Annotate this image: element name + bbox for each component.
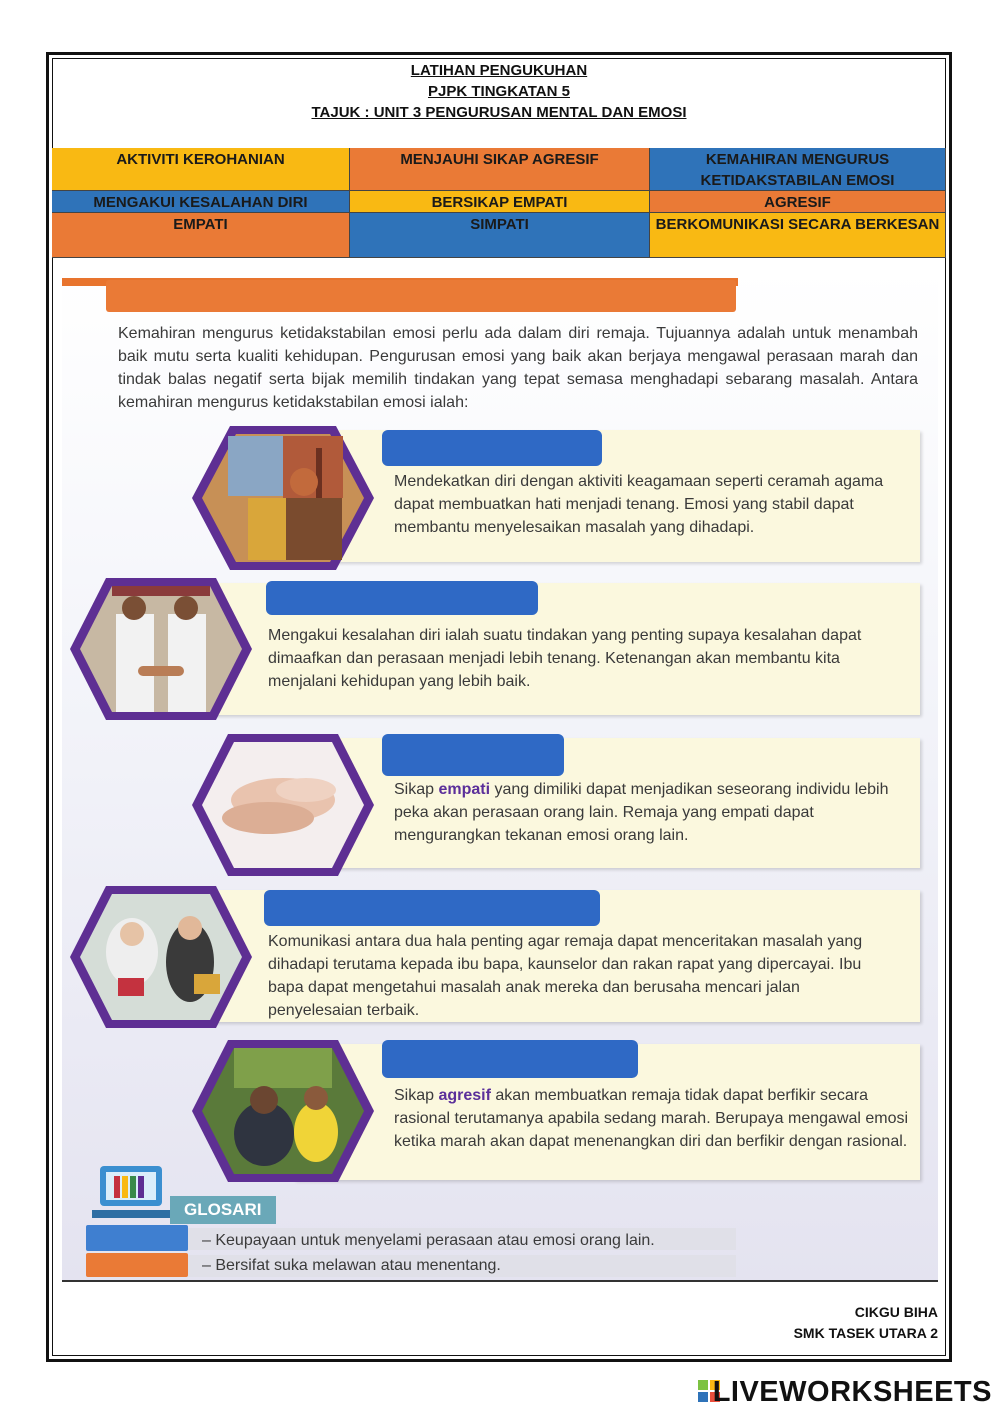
title-answer-blank[interactable] bbox=[106, 280, 736, 312]
word-bank-cell[interactable]: BERKOMUNIKASI SECARA BERKESAN bbox=[650, 213, 946, 258]
card-1-text: Mendekatkan diri dengan aktiviti keagamaan seperti ceramah agama dapat membuatkan hati menjadi tenang. Emosi yang stabil dapat membantu menyelesaikan masalah yang dihadapi. bbox=[394, 473, 884, 536]
liveworksheets-brand[interactable]: LIVEWORKSHEETS bbox=[712, 1376, 992, 1408]
header-subtitle: PJPK TINGKATAN 5 bbox=[428, 83, 570, 100]
answer-blank-4[interactable] bbox=[264, 890, 600, 926]
glosari-blank-1[interactable] bbox=[86, 1225, 188, 1251]
card-3-text-after: yang dimiliki dapat menjadikan seseorang individu lebih peka akan perasaan orang lain. Remaja yang empati dapat mengurangkan tekanan emosi orang lain. bbox=[394, 781, 889, 844]
card-5-text-before: Sikap bbox=[394, 1087, 439, 1104]
card-4-text: Komunikasi antara dua hala penting agar remaja dapat menceritakan masalah yang dihadapi terutama kepada ibu bapa, kaunselor dan rakan rapat yang dipercayai. Ibu bapa dapat mengetahui masalah anak mereka dan berusaha mencari jalan penyelesaian terbaik. bbox=[268, 933, 863, 1019]
word-bank-cell[interactable]: EMPATI bbox=[52, 213, 350, 258]
places-of-worship-image bbox=[188, 422, 378, 574]
card-3-text-before: Sikap bbox=[394, 781, 439, 798]
worksheet-header bbox=[54, 60, 944, 123]
intro-paragraph: Kemahiran mengurus ketidakstabilan emosi perlu ada dalam diri remaja. Tujuannya adalah untuk menambah baik mutu serta kualiti kehidupan. Pengurusan emosi yang baik akan berjaya mengawal perasaan marah dan tindak balas negatif serta bijak memilih tindakan yang tepat semasa menghadapi sebarang masalah. Antara kemahiran mengurus ketidakstabilan emosi ialah: bbox=[118, 325, 918, 411]
glosari-text-1: – Keupayaan untuk menyelami perasaan atau emosi orang lain. bbox=[202, 1232, 655, 1249]
answer-blank-3[interactable] bbox=[382, 734, 564, 776]
word-bank-cell[interactable]: MENGAKUI KESALAHAN DIRI bbox=[52, 191, 350, 213]
school-name: SMK TASEK UTARA 2 bbox=[793, 1325, 938, 1341]
boys-consoling-image bbox=[188, 1036, 378, 1186]
glosari-blank-2[interactable] bbox=[86, 1253, 188, 1277]
footer-divider bbox=[62, 1280, 938, 1282]
glosari-title: GLOSARI bbox=[170, 1196, 276, 1224]
header-title: LATIHAN PENGUKUHAN bbox=[410, 62, 588, 79]
keyword-agresif: agresif bbox=[438, 1087, 491, 1104]
word-bank-cell[interactable]: MENJAUHI SIKAP AGRESIF bbox=[350, 148, 650, 191]
holding-hands-image bbox=[188, 730, 378, 880]
keyword-empati: empati bbox=[438, 781, 491, 798]
card-5-text bbox=[394, 1084, 914, 1153]
word-bank-cell[interactable]: AKTIVITI KEROHANIAN bbox=[52, 148, 350, 191]
card-5-text-after: akan membuatkan remaja tidak dapat berfikir secara rasional terutamanya apabila sedang marah. Berupaya mengawal emosi ketika marah akan dapat menenangkan diri dan berfikir dengan rasional. bbox=[394, 1087, 909, 1150]
students-handshake-image bbox=[66, 574, 256, 724]
answer-blank-2[interactable] bbox=[266, 581, 538, 615]
laptop-books-icon bbox=[92, 1160, 176, 1228]
footer bbox=[794, 1302, 938, 1344]
answer-blank-5[interactable] bbox=[382, 1040, 638, 1078]
word-bank-cell[interactable]: KEMAHIRAN MENGURUS KETIDAKSTABILAN EMOSI bbox=[650, 148, 946, 191]
card-3-text bbox=[394, 778, 914, 847]
teacher-name: CIKGU BIHA bbox=[854, 1304, 938, 1320]
card-2-text: Mengakui kesalahan diri ialah suatu tindakan yang penting supaya kesalahan dapat dimaafkan dan perasaan menjadi lebih tenang. Ketenangan akan membantu kita menjalani kehidupan yang lebih baik. bbox=[268, 627, 862, 690]
word-bank-cell[interactable]: AGRESIF bbox=[650, 191, 946, 213]
glosari-text-2: – Bersifat suka melawan atau menentang. bbox=[202, 1257, 501, 1274]
girls-talking-image bbox=[66, 882, 256, 1032]
word-bank-cell[interactable]: SIMPATI bbox=[350, 213, 650, 258]
worksheet-panel bbox=[62, 270, 938, 1280]
answer-blank-1[interactable] bbox=[382, 430, 602, 466]
header-topic: TAJUK : UNIT 3 PENGURUSAN MENTAL DAN EMOSI bbox=[311, 104, 687, 121]
word-bank-cell[interactable]: BERSIKAP EMPATI bbox=[350, 191, 650, 213]
